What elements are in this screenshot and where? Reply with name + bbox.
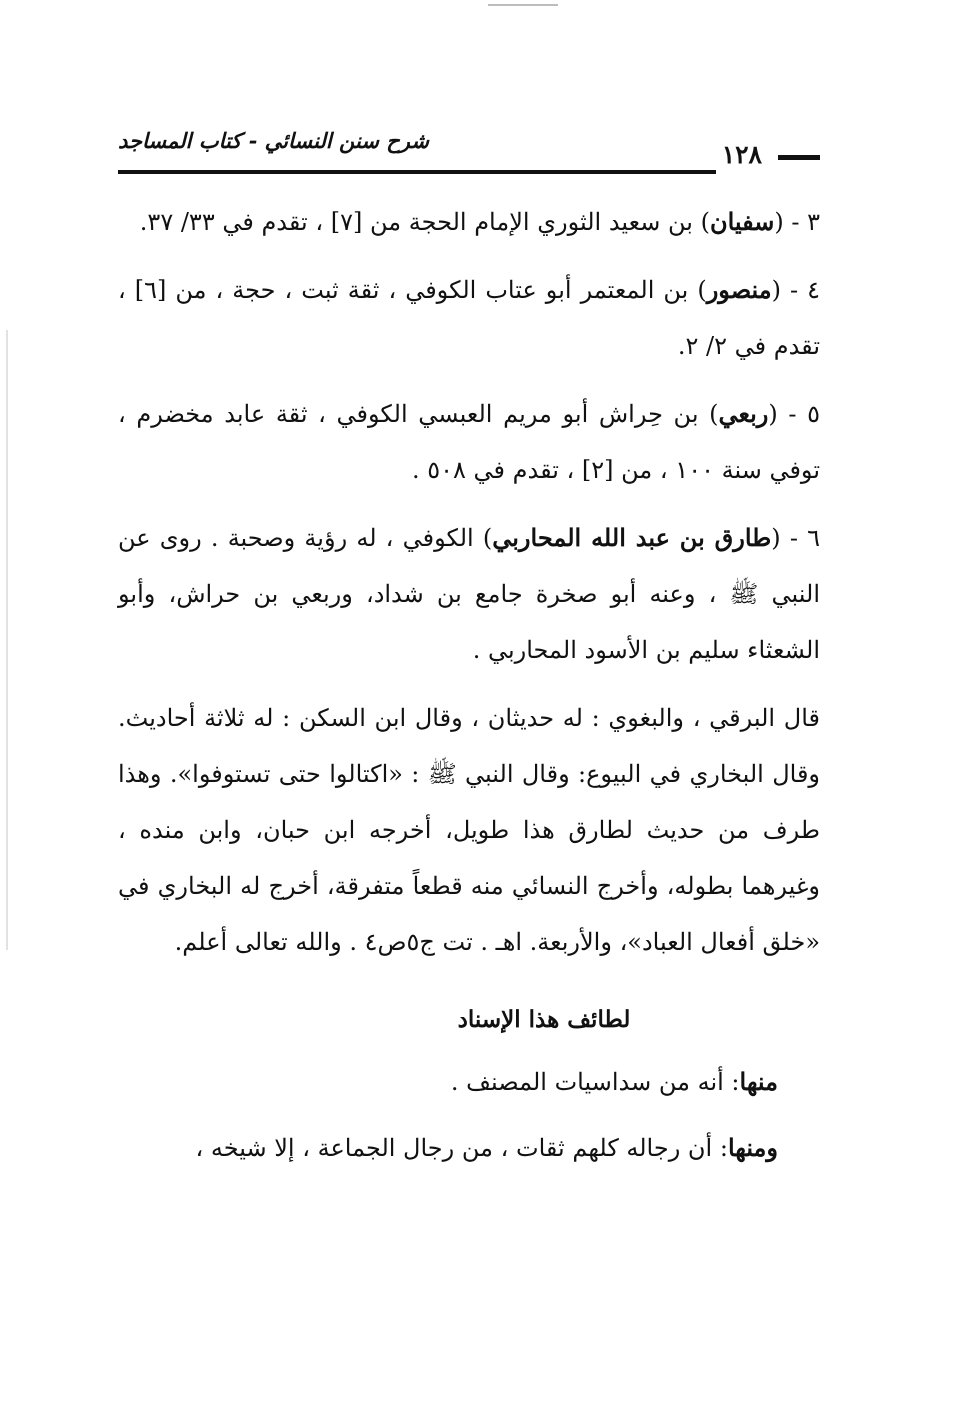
narrator-entry-tariq (118, 510, 820, 678)
entry-text: ) بن المعتمر أبو عتاب الكوفي ، ثقة ثبت ، حجة ، من [٦] ، تقدم في ٢/ ٢. (118, 276, 820, 360)
point-item (118, 1054, 820, 1110)
top-scan-rule (488, 4, 558, 6)
narrator-name: ربعي (718, 399, 769, 428)
page-edge-line (6, 330, 8, 950)
entry-prefix: ٥ - ( (768, 400, 820, 428)
narrator-name: طارق بن عبد الله المحاربي (492, 523, 772, 552)
entry-text: ) بن سعيد الثوري الإمام الحجة من [٧] ، تقدم في ٣٣/ ٣٧. (139, 208, 710, 236)
entry-prefix: ٤ - ( (771, 276, 820, 304)
page-number: ١٢٨ (721, 140, 762, 169)
entry-prefix: ٣ - ( (774, 208, 820, 236)
header-rule (118, 170, 716, 174)
page-header (118, 128, 820, 184)
narrator-name: سفيان (709, 207, 775, 236)
narrator-name: منصور (706, 275, 772, 304)
narrator-entry-ribi (118, 386, 820, 498)
entry-text: ) بن حِراش أبو مريم العبسي الكوفي ، ثقة عابد مخضرم ، توفي سنة ١٠٠ ، من [٢] ، تقدم في ٥٠٨ . (118, 400, 820, 484)
narrator-entry-mansur (118, 262, 820, 374)
entry-prefix: ٦ - ( (771, 524, 820, 552)
page-number-dash (778, 155, 820, 160)
point-text: : أن رجاله كلهم ثقات ، من رجال الجماعة ، إلا شيخه ، (195, 1134, 728, 1162)
entry-text: ) الكوفي ، له رؤية وصحبة . روى عن النبي ﷺ ، وعنه أبو صخرة جامع بن شداد، وربعي بن حراش، وأبو الشعثاء سليم بن الأسود المحاربي . (118, 524, 820, 664)
point-item (118, 1120, 820, 1176)
point-label: منها (739, 1067, 778, 1096)
point-text: : أنه من سداسيات المصنف . (450, 1068, 740, 1096)
point-label: ومنها (727, 1133, 778, 1162)
running-title: شرح سنن النسائي - كتاب المساجد (118, 128, 429, 153)
narrator-entry-sufyan (118, 194, 820, 250)
page-body (118, 194, 820, 1186)
section-heading: لطائف هذا الإسناد (457, 1006, 631, 1033)
scholars-quote-paragraph: قال البرقي ، والبغوي : له حديثان ، وقال ابن السكن : له ثلاثة أحاديث. وقال البخاري في البيوع: وقال النبي ﷺ : «اكتالوا حتى تستوفوا». وهذا طرف من حديث لطارق هذا طويل، أخرجه ابن حبان، وابن منده ، وغيرهما بطوله، وأخرج النسائي منه قطعاً متفرقة، أخرج له البخاري في «خلق أفعال العباد»، والأربعة. اهـ . تت ج٥ص٤ . والله تعالى أعلم. (118, 704, 820, 956)
